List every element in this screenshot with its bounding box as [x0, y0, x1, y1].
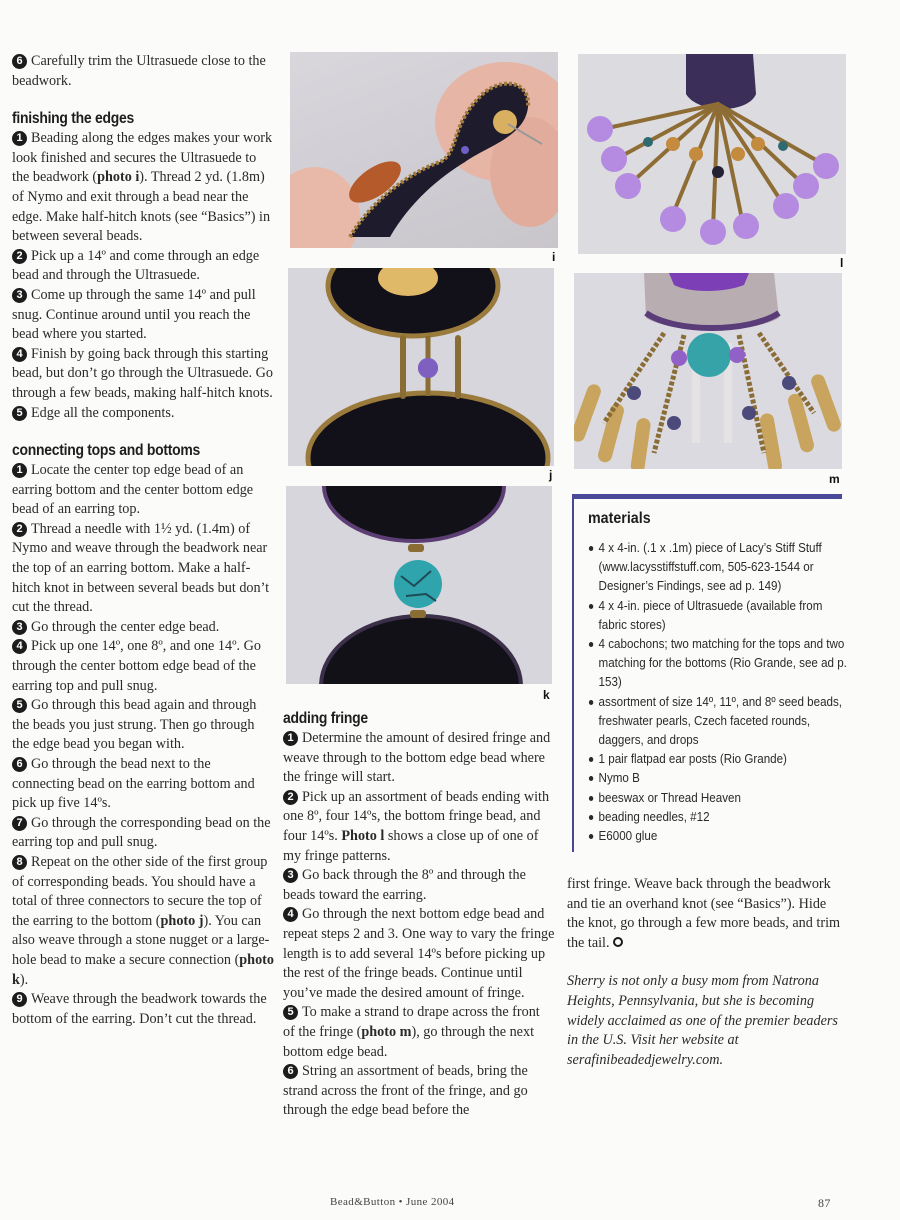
- connecting-step-1: 1 Locate the center top edge bead of an earring bottom and the center bottom edge bead of an earring top.: [12, 462, 254, 518]
- heading-adding-fringe: adding fringe: [283, 710, 368, 727]
- photo-j: [288, 268, 554, 466]
- fringe-step-2: 2 Pick up an assortment of beads ending with one 8º, four 14ºs, the bottom fringe bead, and four 14ºs. Photo l shows a close up of one of my fringe patterns.: [283, 788, 550, 864]
- materials-accent-bar: [572, 494, 842, 499]
- fringe-step-6: 6 String an assortment of beads, bring the strand across the front of the fringe, and go through the edge bead before the: [283, 1063, 528, 1119]
- heading-finishing-edges: finishing the edges: [12, 110, 134, 128]
- step-trim: 6 Carefully trim the Ultrasuede close to the beadwork.: [12, 53, 266, 89]
- connecting-step-2: 2 Thread a needle with 1½ yd. (1.4m) of Nymo and weave through the beadwork near the top of an earring bottom. Make a half-hitch knot in between several beads but don’t cut the thread.: [12, 520, 270, 616]
- connector-beads-illustration: [288, 268, 554, 466]
- materials-item: E6000 glue: [588, 826, 849, 845]
- earring-held-illustration: [290, 52, 558, 248]
- author-bio: Sherry is not only a busy mom from Natrona Heights, Pennsylvania, but she is becoming widely acclaimed as one of the premier beaders in the U.S. Visit her website at serafinibeadedjewelry.com.: [567, 973, 838, 1068]
- materials-heading: materials: [588, 510, 651, 527]
- fringe-closeup-illustration: [578, 54, 846, 254]
- fringe-continuation: first fringe. Weave back through the beadwork and tie an overhand knot (see “Basics”). Hide the knot, go through a few more beads, and trim the tail.: [567, 876, 841, 951]
- materials-item: beading needles, #12: [588, 807, 849, 826]
- connecting-step-9: 9 Weave through the beadwork towards the bottom of the earring. Don’t cut the thread.: [12, 991, 267, 1027]
- connecting-step-3: 3 Go through the center edge bead.: [12, 618, 274, 638]
- middle-column: [283, 709, 555, 1121]
- step-number: 6: [12, 54, 27, 69]
- connecting-step-8: 8 Repeat on the other side of the first group of corresponding beads. You should have a total of three connectors to secure the top of the earring to the bottom (photo j). You can also weave through a stone nugget or a large-hole bead to make a secure connection (photo k).: [12, 853, 274, 988]
- caption-l: l: [840, 256, 844, 270]
- connecting-step-4: 4 Pick up one 14º, one 8º, and one 14º. Go through the center bottom edge bead of the earring top and pull snug.: [12, 638, 261, 694]
- materials-item: assortment of size 14º, 11º, and 8º seed beads, freshwater pearls, Czech faceted rounds, daggers, and drops: [588, 692, 849, 750]
- materials-item: 4 x 4-in. (.1 x .1m) piece of Lacy’s Stiff Stuff (www.lacysstiffstuff.com, 505-623-1544 or Designer’s Findings, see ad p. 149): [588, 538, 849, 596]
- left-column: [12, 52, 274, 1029]
- finishing-step-1: 1 Beading along the edges makes your work look finished and secures the Ultrasuede to the beadwork (photo i). Thread 2 yd. (1.8m) of Nymo and exit through a bead near the edge. Make half-hitch knots (see “Basics”) in between several beads.: [12, 130, 273, 245]
- fringe-step-1: 1 Determine the amount of desired fringe and weave through to the bottom edge bead where the fringe will start.: [283, 730, 551, 786]
- materials-list: [588, 538, 847, 845]
- photo-k: [286, 486, 552, 684]
- materials-item: 1 pair flatpad ear posts (Rio Grande): [588, 749, 849, 768]
- finishing-step-3: 3 Come up through the same 14º and pull snug. Continue around until you reach the bead where you started.: [12, 286, 256, 343]
- fringe-step-3: 3 Go back through the 8º and through the beads toward the earring.: [283, 867, 526, 903]
- caption-m: m: [829, 472, 840, 486]
- materials-item: Nymo B: [588, 768, 849, 787]
- finishing-step-2: 2 Pick up a 14º and come through an edge bead and through the Ultrasuede.: [12, 247, 260, 284]
- caption-j: j: [549, 468, 553, 482]
- fringe-step-5: 5 To make a strand to drape across the front of the fringe (photo m), go through the next bottom edge bead.: [283, 1004, 540, 1060]
- caption-k: k: [543, 688, 550, 702]
- connecting-step-6: 6 Go through the bead next to the connecting bead on the earring bottom and pick up five 14ºs.: [12, 756, 255, 812]
- materials-item: beeswax or Thread Heaven: [588, 788, 849, 807]
- connecting-step-7: 7 Go through the corresponding bead on the earring top and pull snug.: [12, 814, 271, 851]
- heading-connecting: connecting tops and bottoms: [12, 442, 201, 460]
- photo-i: [290, 52, 558, 248]
- photo-m: [574, 273, 842, 469]
- page-number: 87: [818, 1196, 831, 1210]
- footer-publication: Bead&Button • June 2004: [330, 1196, 455, 1208]
- turquoise-connector-illustration: [286, 486, 552, 684]
- fringe-step-4: 4 Go through the next bottom edge bead and repeat steps 2 and 3. One way to vary the fringe length is to add several 14ºs before picking up the rest of the fringe beads. Continue until you’ve made the desired amount of fringe.: [283, 906, 555, 1001]
- drape-fringe-illustration: [574, 273, 842, 469]
- connecting-step-5: 5 Go through this bead again and through the beads you just strung. Then go through the edge bead you began with.: [12, 697, 257, 753]
- caption-i: i: [552, 250, 556, 264]
- finishing-step-4: 4 Finish by going back through this starting bead, but don’t go through the Ultrasuede. Go through a few beads, making half-hitch knots.: [12, 345, 273, 401]
- materials-item: 4 cabochons; two matching for the tops and two matching for the bottoms (Rio Grande, see ad p. 153): [588, 634, 849, 692]
- end-of-article-icon: [613, 937, 623, 947]
- finishing-step-5: 5 Edge all the components.: [12, 404, 274, 424]
- right-column: [567, 875, 845, 1070]
- materials-item: 4 x 4-in. piece of Ultrasuede (available from fabric stores): [588, 596, 849, 634]
- photo-l: [578, 54, 846, 254]
- materials-box: [572, 494, 847, 852]
